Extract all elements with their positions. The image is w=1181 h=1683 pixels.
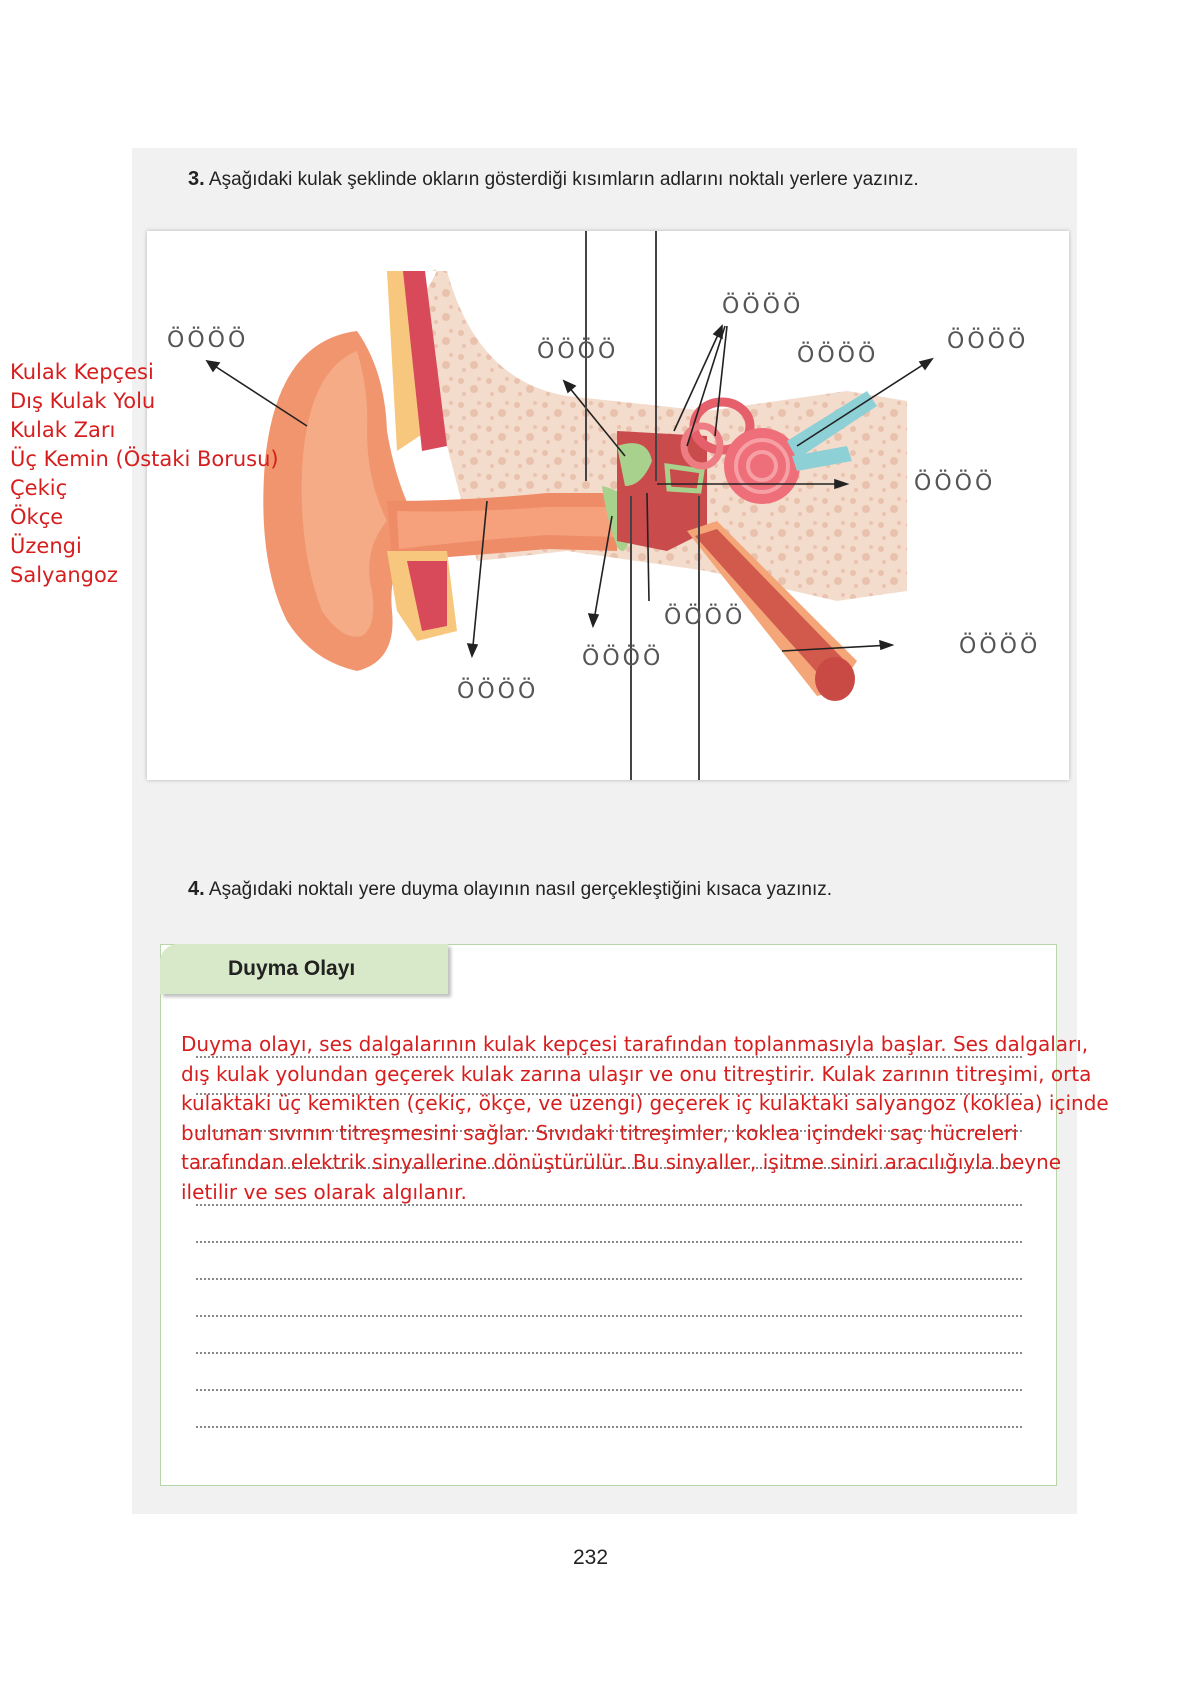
blank-nerve[interactable]: ÖÖÖÖ xyxy=(947,329,1029,354)
vertical-guide-line xyxy=(655,231,657,481)
answer-item: Üzengi xyxy=(10,534,82,558)
blank-eardrum[interactable]: ÖÖÖÖ xyxy=(582,646,664,671)
blank-middle[interactable]: ÖÖÖÖ xyxy=(664,605,746,630)
answer-box xyxy=(160,944,1057,1486)
question-3 xyxy=(188,168,919,191)
blank-semicircular[interactable]: ÖÖÖÖ xyxy=(722,294,804,319)
question-3-number: 3. xyxy=(188,168,205,190)
answer-box-title: Duyma Olayı xyxy=(160,944,448,994)
dotted-line[interactable] xyxy=(196,1278,1022,1280)
answer-item: Salyangoz xyxy=(10,563,118,587)
dotted-line[interactable] xyxy=(196,1241,1022,1243)
question-4 xyxy=(188,878,832,901)
answer-item: Kulak Kepçesi xyxy=(10,360,154,384)
dotted-line[interactable] xyxy=(196,1426,1022,1428)
vertical-guide-line xyxy=(630,496,632,780)
vertical-guide-line xyxy=(698,496,700,780)
question-3-text: Aşağıdaki kulak şeklinde okların gösterdiği kısımların adlarını noktalı yerlere yazınız. xyxy=(208,169,919,190)
answer-item: Ökçe xyxy=(10,505,64,529)
handwritten-answer-list xyxy=(10,358,279,590)
blank-canal[interactable]: ÖÖÖÖ xyxy=(457,679,539,704)
blank-ossicles-upper[interactable]: ÖÖÖÖ xyxy=(537,339,619,364)
answer-item: Üç Kemin (Östaki Borusu) xyxy=(10,447,279,471)
answer-item: Kulak Zarı xyxy=(10,418,116,442)
dotted-line[interactable] xyxy=(196,1389,1022,1391)
answer-item: Çekiç xyxy=(10,476,68,500)
blank-inner[interactable]: ÖÖÖÖ xyxy=(797,343,879,368)
blank-cochlea[interactable]: ÖÖÖÖ xyxy=(914,471,996,496)
dotted-line[interactable] xyxy=(196,1315,1022,1317)
answer-item: Dış Kulak Yolu xyxy=(10,389,156,413)
blank-pinna[interactable]: ÖÖÖÖ xyxy=(167,328,249,353)
page-number: 232 xyxy=(572,1546,609,1569)
ear-illustration xyxy=(147,231,1069,780)
ear-diagram xyxy=(147,231,1069,780)
dotted-line[interactable] xyxy=(196,1352,1022,1354)
blank-eustachian[interactable]: ÖÖÖÖ xyxy=(959,634,1041,659)
question-4-number: 4. xyxy=(188,878,205,900)
question-4-text: Aşağıdaki noktalı yere duyma olayının nasıl gerçekleştiğini kısaca yazınız. xyxy=(208,879,833,900)
handwritten-answer: Duyma olayı, ses dalgalarının kulak kepçesi tarafından toplanmasıyla başlar. Ses dalgaları, dış kulak yolundan geçerek kulak zarına ulaşır ve onu titreştirir. Kulak zarının titreşimi, orta kulaktaki üç kemikten (çekiç, ökçe, ve üzengi) geçerek iç kulaktaki salyangoz (koklea) içinde bulunan sıvının titreşmesini sağlar. Sıvıdaki titreşimler, koklea içindeki saç hücreleri tarafından elektrik sinyallerine dönüştürülür. Bu sinyaller, işitme siniri aracılığıyla beyne iletilir ve ses olarak algılanır. xyxy=(181,1032,1109,1204)
